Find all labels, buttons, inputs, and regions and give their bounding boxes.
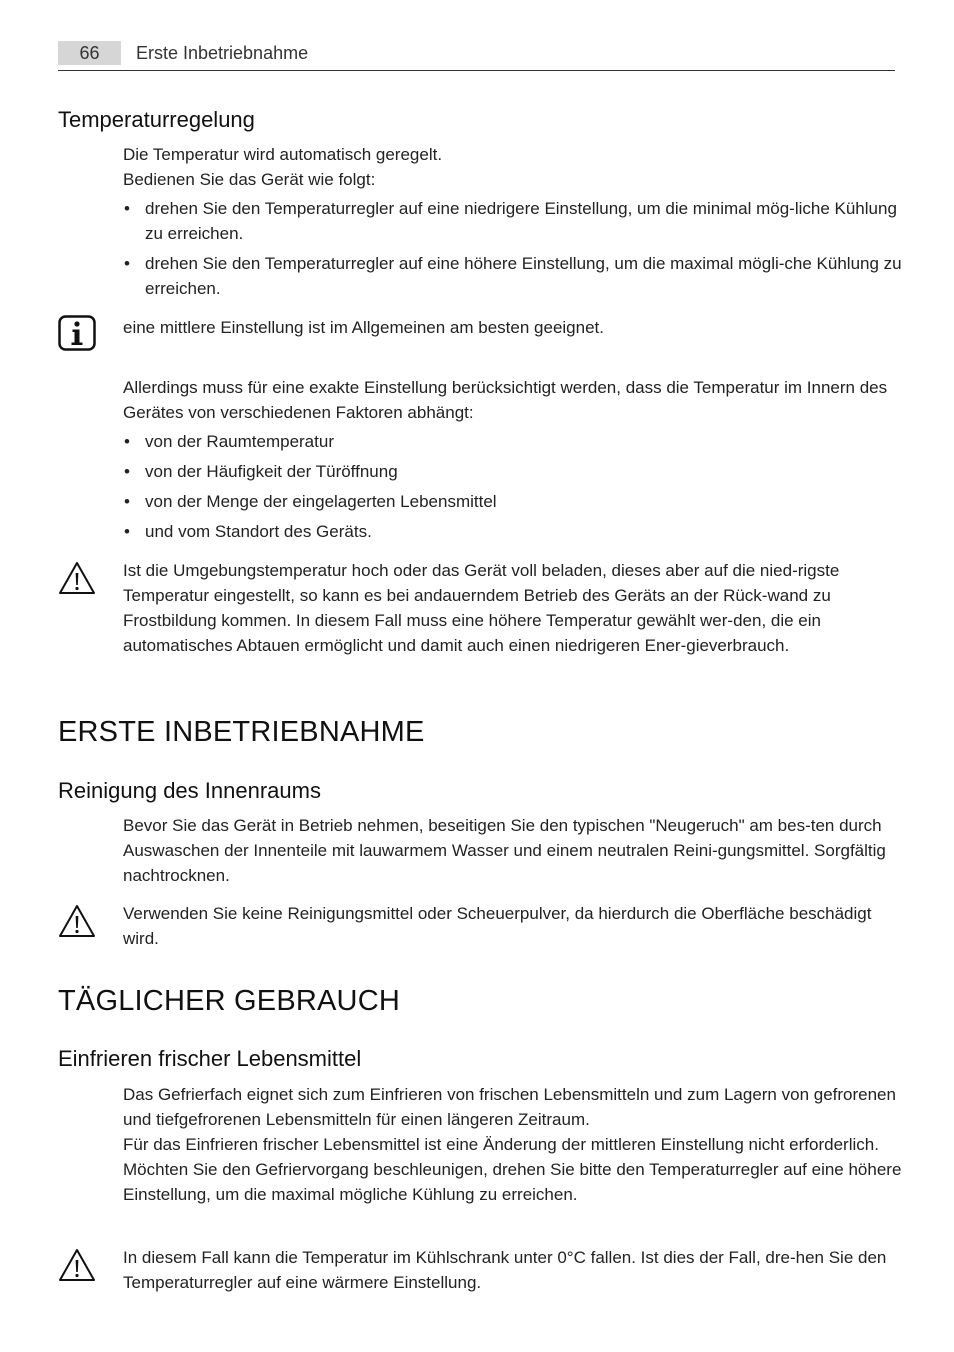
section-heading-temperature: Temperaturregelung (58, 107, 255, 132)
paragraph: Möchten Sie den Gefriervorgang beschleunigen, drehen Sie bitte den Temperaturregler auf eine höhere Einstellung, um die maximal mögliche Kühlung zu erreichen. (123, 1160, 902, 1204)
running-title: Erste Inbetriebnahme (136, 43, 309, 63)
list-item: • drehen Sie den Temperaturregler auf eine höhere Einstellung, um die maximal mögli-che Kühlung zu erreichen. (123, 251, 903, 301)
list-item: • von der Raumtemperatur (123, 429, 903, 454)
chapter-title-daily-use: TÄGLICHER GEBRAUCH (58, 985, 400, 1017)
section-heading-freezing: Einfrieren frischer Lebensmittel (58, 1046, 362, 1071)
warning-icon (58, 1247, 96, 1283)
warning-icon (58, 903, 96, 939)
list-item: • von der Menge der eingelagerten Lebensmittel (123, 489, 903, 514)
warning-frost: Ist die Umgebungstemperatur hoch oder das Gerät voll beladen, dieses aber auf die nied-rigste Temperatur eingestellt, so kann es bei andauerndem Betrieb des Geräts an der Rück-wand zu Frostbildung kommen. In diesem Fall muss eine höhere Temperatur gewählt wer-den, die ein automatisches Abtauen ermöglicht und damit auch einen niedrigeren Ener-gieverbrauch. (123, 561, 840, 655)
warning-cleaning: Verwenden Sie keine Reinigungsmittel oder Scheuerpulver, da hierdurch die Oberfläche beschädigt wird. (123, 904, 872, 948)
section-heading-cleaning: Reinigung des Innenraums (58, 778, 321, 803)
paragraph: Das Gefrierfach eignet sich zum Einfrieren von frischen Lebensmitteln und zum Lagern von gefrorenen und tiefgefrorenen Lebensmitteln für einen längeren Zeitraum. (123, 1085, 896, 1129)
page-number: 66 (58, 41, 121, 65)
bullet: • (124, 522, 130, 541)
adjust-list (123, 196, 903, 301)
info-icon (58, 315, 96, 351)
warning-temperature: In diesem Fall kann die Temperatur im Kühlschrank unter 0°C fallen. Ist dies der Fall, dre-hen Sie den Temperaturregler auf eine wärmere Einstellung. (123, 1248, 887, 1292)
intro-line: Die Temperatur wird automatisch geregelt. (123, 145, 443, 164)
temperature-body (123, 142, 903, 306)
freezing-body (123, 1082, 903, 1207)
factors-intro: Allerdings muss für eine exakte Einstellung berücksichtigt werden, dass die Temperatur im Innern des Gerätes von verschiedenen Faktoren abhängt: (123, 378, 888, 422)
bullet: • (124, 462, 130, 481)
warning-icon (58, 560, 96, 596)
page-header (58, 40, 895, 71)
bullet: • (124, 492, 130, 511)
paragraph: Für das Einfrieren frischer Lebensmittel ist eine Änderung der mittleren Einstellung nicht erforderlich. (123, 1135, 879, 1154)
list-item: • und vom Standort des Geräts. (123, 519, 903, 544)
chapter-title-first-use: ERSTE INBETRIEBNAHME (58, 716, 425, 748)
bullet: • (124, 254, 130, 273)
intro-line: Bedienen Sie das Gerät wie folgt: (123, 170, 376, 189)
list-item: • drehen Sie den Temperaturregler auf eine niedrigere Einstellung, um die minimal mög-liche Kühlung zu erreichen. (123, 196, 903, 246)
list-item: • von der Häufigkeit der Türöffnung (123, 459, 903, 484)
info-note: eine mittlere Einstellung ist im Allgemeinen am besten geeignet. (123, 318, 604, 337)
bullet: • (124, 432, 130, 451)
factors-block (123, 375, 903, 549)
factors-list (123, 429, 903, 544)
bullet: • (124, 199, 130, 218)
cleaning-body: Bevor Sie das Gerät in Betrieb nehmen, beseitigen Sie den typischen "Neugeruch" am bes-ten durch Auswaschen der Innenteile mit lauwarmem Wasser und einem neutralen Reini-gungsmittel. Sorgfältig nachtrocknen. (123, 816, 886, 885)
